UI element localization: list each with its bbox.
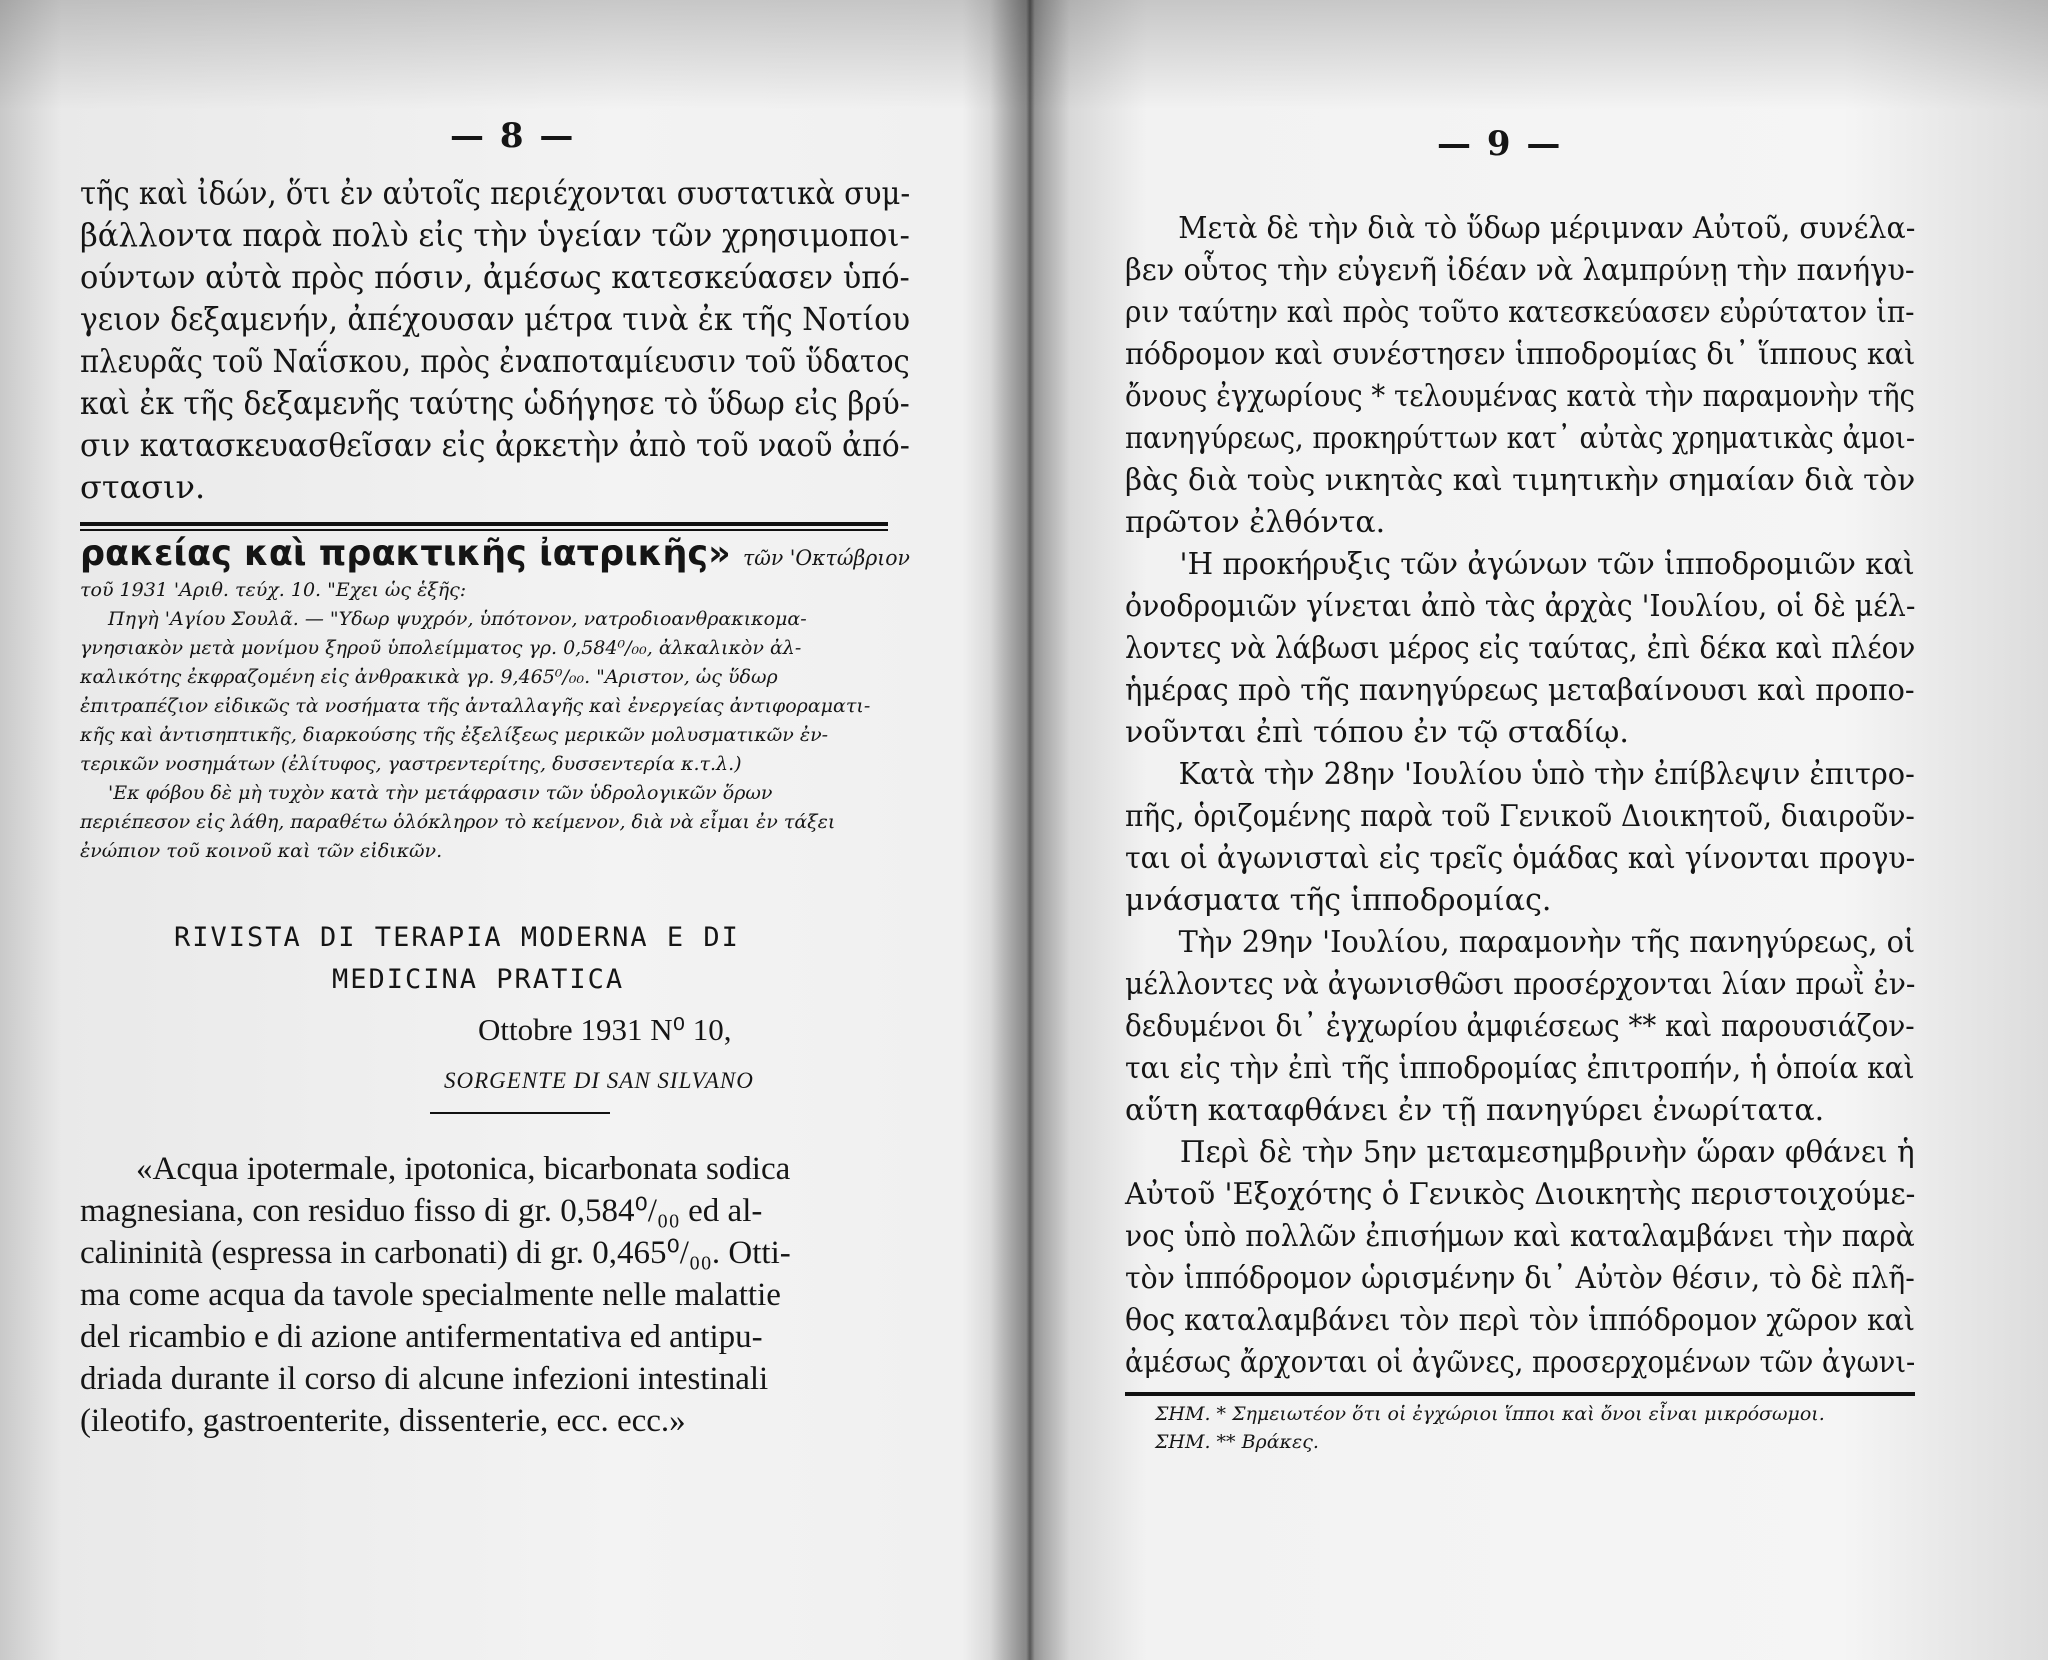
- text-line: σιν κατασκευασθεῖσαν εἰς ἀρκετὴν ἀπὸ τοῦ ναοῦ ἀπό-: [80, 426, 910, 464]
- small-line: τοῦ 1931 'Αριθ. τεύχ. 10. "Εχει ὡς ἑξῆς:: [80, 579, 467, 601]
- text-line: ται εἰς τὴν ἐπὶ τῆς ἱπποδρομίας ἐπιτροπήν, ἡ ὁποία καὶ: [1125, 1051, 1915, 1086]
- text-line: μέλλοντες νὰ ἀγωνισθῶσι προσέρχονται λίαν πρωῒ ἐν-: [1125, 967, 1916, 1002]
- journal-title-line1: RIVISTA DI TERAPIA MODERNA E DI: [174, 922, 740, 953]
- text-line: αὕτη καταφθάνει ἐν τῇ πανηγύρει ἐνωρίτατα.: [1125, 1093, 1825, 1128]
- text-line: πόδρομον καὶ συνέστησεν ἱπποδρομίας δι᾽ ἵππους καὶ: [1125, 337, 1916, 372]
- text-line: calininità (espressa in carbonati) di gr. 0,465⁰/₀₀. Otti-: [80, 1235, 791, 1271]
- text-line: στασιν.: [80, 468, 206, 506]
- text-line: τὸν ἱππόδρομον ὡρισμένην δι᾽ Αὐτὸν θέσιν, τὸ δὲ πλῆ-: [1125, 1261, 1915, 1296]
- book-gutter: [990, 0, 1070, 1660]
- section-heading-text: ρακείας καὶ πρακτικῆς ἰατρικῆς»: [80, 533, 731, 574]
- right-page: [1125, 0, 1915, 1660]
- text-line: ριν ταύτην καὶ πρὸς τοῦτο κατεσκεύασεν εὐρύτατον ἱπ-: [1125, 295, 1915, 330]
- section-rule: [80, 522, 888, 526]
- footnote-1: ΣΗΜ. * Σημειωτέον ὅτι οἱ ἐγχώριοι ἵπποι καὶ ὄνοι εἶναι μικρόσωμοι.: [1155, 1403, 1825, 1425]
- text-line: πρῶτον ἐλθόντα.: [1125, 505, 1386, 540]
- journal-title-line2: MEDICINA PRATICA: [332, 964, 625, 995]
- text-line: ma come acqua da tavole specialmente nelle malattie: [80, 1277, 781, 1313]
- small-line: καλικότης ἐκφραζομένη εἰς ἀνθρακικὰ γρ. 9,465⁰/₀₀. "Αριστον, ὡς ὕδωρ: [80, 666, 778, 688]
- small-line: ἐνώπιον τοῦ κοινοῦ καὶ τῶν εἰδικῶν.: [80, 840, 443, 862]
- text-line: πλευρᾶς τοῦ Ναΐσκου, πρὸς ἐναποταμίευσιν τοῦ ὕδατος: [80, 342, 910, 380]
- text-line: driada durante il corso di alcune infezioni intestinali: [80, 1361, 769, 1397]
- section-heading: [80, 533, 910, 574]
- text-line: Κατὰ τὴν 28ην 'Ιουλίου ὑπὸ τὴν ἐπίβλεψιν ἐπιτρο-: [1178, 757, 1915, 792]
- text-line: ὀνοδρομιῶν γίνεται ἀπὸ τὰς ἀρχὰς 'Ιουλίου, οἱ δὲ μέλ-: [1125, 589, 1916, 624]
- left-page: [80, 0, 910, 1660]
- text-line: βάλλοντα παρὰ πολὺ εἰς τὴν ὑγείαν τῶν χρησιμοποι-: [80, 216, 910, 254]
- text-line: καὶ ἐκ τῆς δεξαμενῆς ταύτης ὡδήγησε τὸ ὕδωρ εἰς βρύ-: [80, 384, 910, 422]
- text-line: Περὶ δὲ τὴν 5ην μεταμεσημβρινὴν ὥραν φθάνει ἡ: [1179, 1135, 1915, 1170]
- section-rule-thin: [80, 529, 888, 531]
- text-line: πῆς, ὁριζομένης παρὰ τοῦ Γενικοῦ Διοικητοῦ, διαιροῦν-: [1125, 799, 1915, 834]
- small-line: τερικῶν νοσημάτων (ἐλίτυφος, γαστρεντερίτης, δυσσεντερία κ.τ.λ.): [80, 753, 742, 775]
- text-line: Αὐτοῦ 'Εξοχότης ὁ Γενικὸς Διοικητὴς περιστοιχούμε-: [1125, 1177, 1916, 1212]
- text-line: ὄνους ἐγχωρίους * τελουμένας κατὰ τὴν παραμονὴν τῆς: [1125, 379, 1916, 414]
- small-line: γνησιακὸν μετὰ μονίμου ξηροῦ ὑπολείμματος γρ. 0,584⁰/₀₀, ἀλκαλικὸν ἀλ-: [80, 637, 802, 659]
- small-line: 'Εκ φόβου δὲ μὴ τυχὸν κατὰ τὴν μετάφρασιν τῶν ὑδρολογικῶν ὅρων: [108, 782, 773, 804]
- right-page-number: — 9 —: [1437, 124, 1563, 164]
- text-line: θος καταλαμβάνει τὸν περὶ τὸν ἱππόδρομον χῶρον καὶ: [1125, 1303, 1916, 1338]
- text-line: «Acqua ipotermale, ipotonica, bicarbonata sodica: [136, 1151, 791, 1187]
- footnote-rule: [1125, 1392, 1915, 1396]
- text-line: ται οἱ ἀγωνισταὶ εἰς τρεῖς ὁμάδας καὶ γίνονται προγυ-: [1125, 841, 1916, 876]
- text-line: λοντες νὰ λάβωσι μέρος εἰς ταύτας, ἐπὶ δέκα καὶ πλέον: [1125, 631, 1916, 666]
- text-line: ούντων αὐτὰ πρὸς πόσιν, ἀμέσως κατεσκεύασεν ὑπό-: [80, 258, 910, 296]
- text-line: γειον δεξαμενήν, ἀπέχουσαν μέτρα τινὰ ἐκ τῆς Νοτίου: [80, 300, 911, 338]
- text-line: del ricambio e di azione antifermentativa ed antipu-: [80, 1319, 763, 1355]
- text-line: βὰς διὰ τοὺς νικητὰς καὶ τιμητικὴν σημαίαν διὰ τὸν: [1125, 463, 1916, 498]
- text-line: νος ὑπὸ πολλῶν ἐπισήμων καὶ καταλαμβάνει τὴν παρὰ: [1125, 1219, 1915, 1254]
- footnote-2: ΣΗΜ. ** Βράκες.: [1155, 1431, 1319, 1453]
- text-line: βεν οὗτος τὴν εὐγενῆ ἰδέαν νὰ λαμπρύνῃ τὴν πανήγυ-: [1125, 253, 1915, 288]
- text-line: Τὴν 29ην 'Ιουλίου, παραμονὴν τῆς πανηγύρεως, οἱ: [1178, 925, 1916, 960]
- short-rule: [430, 1112, 610, 1114]
- section-heading-tail: τῶν 'Οκτώβριον: [742, 546, 910, 570]
- text-line: πανηγύρεως, προκηρύττων κατ᾽ αὐτὰς χρηματικὰς ἀμοι-: [1125, 421, 1916, 456]
- text-line: μνάσματα τῆς ἱπποδρομίας.: [1125, 883, 1552, 918]
- text-line: νοῦνται ἐπὶ τόπου ἐν τῷ σταδίῳ.: [1125, 715, 1629, 750]
- text-line: τῆς καὶ ἰδών, ὅτι ἐν αὐτοῖς περιέχονται συστατικὰ συμ-: [80, 174, 911, 212]
- text-line: (ileotifo, gastroenterite, dissenterie, ecc. ecc.»: [80, 1403, 686, 1439]
- text-line: magnesiana, con residuo fisso di gr. 0,584⁰/₀₀ ed al-: [80, 1193, 763, 1229]
- source-name: SORGENTE DI SAN SILVANO: [444, 1068, 754, 1093]
- small-line: Πηγὴ 'Αγίου Σουλᾶ. — "Υδωρ ψυχρόν, ὑπότονον, νατροδιοανθρακικομα-: [108, 608, 807, 630]
- text-line: ἀμέσως ἄρχονται οἱ ἀγῶνες, προσερχομένων τῶν ἀγωνι-: [1125, 1345, 1916, 1380]
- text-line: ἡμέρας πρὸ τῆς πανηγύρεως μεταβαίνουσι καὶ προπο-: [1125, 673, 1915, 708]
- small-line: κῆς καὶ ἀντισηπτικῆς, διαρκούσης τῆς ἐξελίξεως μερικῶν μολυσματικῶν ἐν-: [80, 724, 829, 746]
- left-page-number: — 8 —: [450, 116, 576, 156]
- text-line: 'Η προκήρυξις τῶν ἀγώνων τῶν ἱπποδρομιῶν καὶ: [1179, 547, 1915, 582]
- text-line: Μετὰ δὲ τὴν διὰ τὸ ὕδωρ μέριμναν Αὐτοῦ, συνέλα-: [1178, 211, 1916, 246]
- small-line: ἐπιτραπέζιον εἰδικῶς τὰ νοσήματα τῆς ἀνταλλαγῆς καὶ ἐνεργείας ἀντιφοραματι-: [80, 695, 871, 717]
- text-line: δεδυμένοι δι᾽ ἐγχωρίου ἀμφιέσεως ** καὶ παρουσιάζον-: [1125, 1009, 1915, 1044]
- journal-issue: Ottobre 1931 N⁰ 10,: [478, 1012, 732, 1047]
- small-line: περιέπεσον εἰς λάθη, παραθέτω ὁλόκληρον τὸ κείμενον, διὰ νὰ εἶμαι ἐν τάξει: [80, 811, 836, 833]
